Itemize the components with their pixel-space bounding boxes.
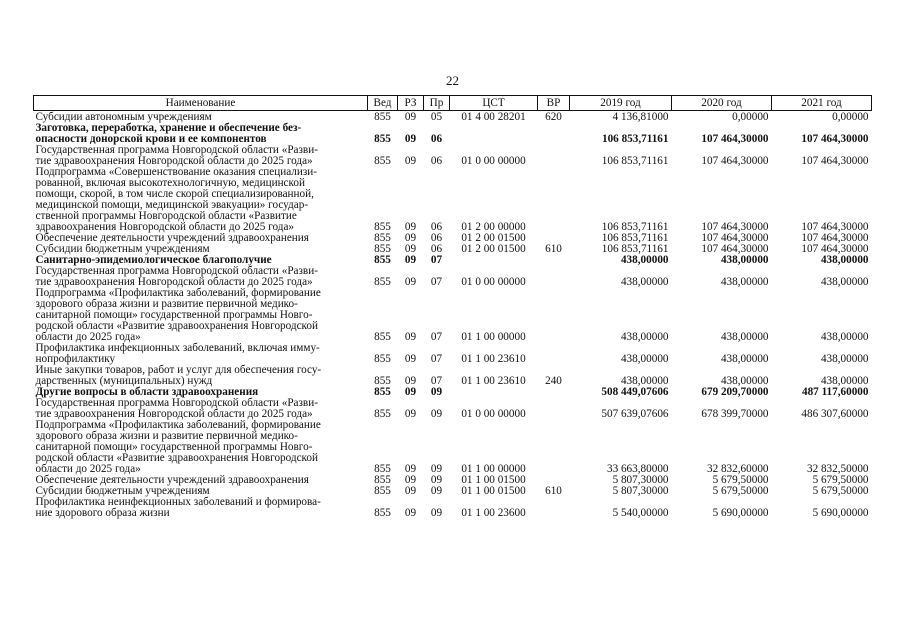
item-name-line: Профилактика инфекционных заболеваний, включая имму- (35, 342, 320, 354)
amount-2019-cell: 438,00000 (620, 276, 669, 288)
column-header-ved: Вед (368, 96, 398, 111)
cst-cell: 01 1 00 00000 (461, 331, 526, 343)
vr-cell (538, 123, 570, 145)
rz-cell: 09 (404, 485, 417, 497)
pr-cell: 05 (430, 111, 443, 123)
amount-2019-cell: 4 136,81000 (612, 111, 669, 123)
amount-2020-cell: 679 209,70000 (701, 386, 769, 398)
vr-cell (538, 167, 570, 233)
item-name-cell (34, 497, 368, 519)
item-name-line: дарственных (муниципальных) нужд (35, 375, 213, 387)
pr-cell: 09 (430, 507, 443, 519)
column-header-2020: 2020 год (672, 96, 772, 111)
vr-cell (538, 255, 570, 266)
cst-cell: 01 1 00 00000 (461, 463, 526, 475)
vr-cell (538, 398, 570, 420)
item-name-line: Государственная программа Новгородской области «Разви- (35, 144, 318, 156)
pr-cell: 06 (430, 232, 443, 244)
amount-2020-cell: 107 464,30000 (701, 243, 769, 255)
item-name-cell (34, 266, 368, 288)
item-name-cell (34, 288, 368, 343)
cst-cell (450, 387, 538, 398)
item-name-line: Подпрограмма «Совершенствование оказания специализи- (35, 166, 317, 178)
item-name-cell (34, 123, 368, 145)
item-name-line: Иные закупки товаров, работ и услуг для обеспечения госу- (35, 364, 322, 376)
item-name-line: тие здравоохранения Новгородской области до 2025 года» (35, 408, 313, 420)
ved-cell: 855 (374, 331, 391, 343)
amount-2021-cell: 438,00000 (820, 353, 869, 365)
ved-cell: 855 (374, 353, 391, 365)
pr-cell: 09 (430, 408, 443, 420)
rz-cell: 09 (404, 386, 417, 398)
amount-2019-cell: 106 853,71161 (601, 133, 669, 145)
ved-cell: 855 (374, 133, 391, 145)
item-name-line: Обеспечение деятельности учреждений здравоохранения (35, 232, 309, 244)
rz-cell: 09 (404, 353, 417, 365)
amount-2021-cell: 438,00000 (820, 254, 869, 266)
amount-2019-cell: 438,00000 (620, 331, 669, 343)
vr-cell: 620 (545, 111, 562, 123)
table-row (34, 343, 872, 365)
table-row (34, 398, 872, 420)
ved-cell: 855 (374, 507, 391, 519)
vr-cell (538, 420, 570, 475)
pr-cell: 06 (430, 221, 443, 233)
rz-cell: 09 (404, 375, 417, 387)
amount-2021-cell: 5 690,00000 (812, 507, 869, 519)
cst-cell: 01 2 00 01500 (461, 232, 526, 244)
item-name-line: Подпрограмма «Профилактика заболеваний, формирование (35, 287, 321, 299)
rz-cell: 09 (404, 254, 417, 266)
amount-2020-cell: 438,00000 (720, 331, 769, 343)
item-name-line: области до 2025 года» (35, 331, 141, 343)
ved-cell: 855 (374, 243, 391, 255)
amount-2021-cell: 32 832,50000 (806, 463, 869, 475)
cst-cell (450, 255, 538, 266)
vr-cell (538, 387, 570, 398)
item-name-line: здравоохранения Новгородской области до 2025 года» (35, 221, 295, 233)
cst-cell: 01 0 00 00000 (461, 408, 526, 420)
vr-cell: 610 (545, 485, 562, 497)
column-header-2019: 2019 год (570, 96, 672, 111)
vr-cell (538, 497, 570, 519)
amount-2021-cell: 487 117,60000 (801, 386, 869, 398)
item-name-cell (34, 398, 368, 420)
amount-2019-cell: 106 853,71161 (601, 232, 669, 244)
amount-2019-cell: 106 853,71161 (601, 155, 669, 167)
amount-2020-cell: 5 690,00000 (712, 507, 769, 519)
rz-cell: 09 (404, 463, 417, 475)
ved-cell: 855 (374, 232, 391, 244)
amount-2019-cell: 106 853,71161 (601, 243, 669, 255)
table-row (34, 266, 872, 288)
cst-cell: 01 2 00 00000 (461, 221, 526, 233)
page-number: 22 (446, 73, 459, 88)
cst-cell: 01 1 00 23600 (461, 507, 526, 519)
item-name-line: здорового образа жизни и развитие первичной медико- (35, 430, 298, 442)
item-name-cell (34, 167, 368, 233)
item-name-line: области до 2025 года» (35, 463, 141, 475)
column-header-2021: 2021 год (772, 96, 872, 111)
table-header-row (34, 96, 872, 111)
item-name-line: Государственная программа Новгородской области «Разви- (35, 265, 318, 277)
table-row (34, 123, 872, 145)
ved-cell: 855 (374, 276, 391, 288)
amount-2020-cell: 678 399,70000 (701, 408, 769, 420)
cst-cell: 01 1 00 23610 (461, 375, 526, 387)
amount-2020-cell: 438,00000 (720, 276, 769, 288)
cst-cell: 01 0 00 00000 (461, 276, 526, 288)
amount-2020-cell: 5 679,50000 (712, 485, 769, 497)
item-name-line: тие здравоохранения Новгородской области до 2025 года» (35, 276, 313, 288)
item-name-line: тие здравоохранения Новгородской области до 2025 года» (35, 155, 313, 167)
cst-cell: 01 1 00 01500 (461, 474, 526, 486)
rz-cell: 09 (404, 507, 417, 519)
amount-2019-cell: 508 449,07606 (601, 386, 669, 398)
ved-cell: 855 (374, 386, 391, 398)
item-name-line: Другие вопросы в области здравоохранения (35, 386, 259, 398)
amount-2019-cell: 438,00000 (620, 375, 669, 387)
column-header-name: Наименование (34, 96, 368, 111)
pr-cell: 09 (430, 474, 443, 486)
amount-2019-cell: 5 807,30000 (612, 474, 669, 486)
budget-table (33, 95, 872, 519)
item-name-cell (34, 420, 368, 475)
ved-cell: 855 (374, 408, 391, 420)
item-name-cell (34, 365, 368, 387)
amount-2021-cell: 5 679,50000 (812, 485, 869, 497)
amount-2020-cell: 107 464,30000 (701, 133, 769, 145)
column-header-cst: ЦСТ (450, 96, 538, 111)
amount-2021-cell: 107 464,30000 (801, 243, 869, 255)
ved-cell: 855 (374, 111, 391, 123)
table-row (34, 420, 872, 475)
rz-cell: 09 (404, 111, 417, 123)
ved-cell: 855 (374, 474, 391, 486)
pr-cell: 07 (430, 353, 443, 365)
table-row (34, 497, 872, 519)
pr-cell: 07 (430, 276, 443, 288)
table-row (34, 167, 872, 233)
item-name-line: Подпрограмма «Профилактика заболеваний, формирование (35, 419, 321, 431)
pr-cell: 09 (430, 485, 443, 497)
ved-cell: 855 (374, 485, 391, 497)
amount-2021-cell: 0,00000 (832, 111, 869, 123)
vr-cell (538, 145, 570, 167)
amount-2020-cell: 0,00000 (732, 111, 769, 123)
cst-cell: 01 1 00 23610 (461, 353, 526, 365)
amount-2021-cell: 438,00000 (820, 331, 869, 343)
amount-2020-cell: 438,00000 (720, 353, 769, 365)
item-name-line: родской области «Развитие здравоохранения Новгородской (35, 320, 319, 332)
column-header-pr: Пр (424, 96, 450, 111)
item-name-line: ственной программы Новгородской области «Развитие (35, 210, 297, 222)
item-name-line: Государственная программа Новгородской области «Разви- (35, 397, 318, 409)
cst-cell: 01 2 00 01500 (461, 243, 526, 255)
vr-cell (538, 288, 570, 343)
amount-2020-cell: 32 832,60000 (706, 463, 769, 475)
amount-2021-cell: 438,00000 (820, 375, 869, 387)
rz-cell: 09 (404, 133, 417, 145)
amount-2021-cell: 107 464,30000 (801, 221, 869, 233)
ved-cell: 855 (374, 254, 391, 266)
item-name-line: помощи, скорой, в том числе скорой специализированной, (35, 188, 314, 200)
rz-cell: 09 (404, 155, 417, 167)
item-name-line: Заготовка, переработка, хранение и обеспечение без- (35, 122, 302, 134)
table-row (34, 145, 872, 167)
column-header-rz: РЗ (398, 96, 424, 111)
rz-cell: 09 (404, 331, 417, 343)
table-row (34, 288, 872, 343)
ved-cell: 855 (374, 375, 391, 387)
amount-2021-cell: 107 464,30000 (801, 232, 869, 244)
cst-cell: 01 1 00 01500 (461, 485, 526, 497)
item-name-line: родской области «Развитие здравоохранения Новгородской (35, 452, 319, 464)
pr-cell: 07 (430, 331, 443, 343)
item-name-cell (34, 343, 368, 365)
amount-2019-cell: 33 663,80000 (606, 463, 669, 475)
table-row (34, 365, 872, 387)
amount-2021-cell: 107 464,30000 (801, 155, 869, 167)
item-name-line: здорового образа жизни и развитие первичной медико- (35, 298, 298, 310)
table-body (34, 111, 872, 520)
item-name-line: нопрофилактику (35, 353, 116, 365)
pr-cell: 09 (430, 386, 443, 398)
vr-cell (538, 266, 570, 288)
amount-2019-cell: 507 639,07606 (601, 408, 669, 420)
item-name-line: рованной, включая высокотехнологичную, медицинской (35, 177, 305, 189)
ved-cell: 855 (374, 463, 391, 475)
item-name-line: санитарной помощи» государственной программы Новго- (35, 441, 313, 453)
vr-cell: 610 (545, 243, 562, 255)
pr-cell: 06 (430, 243, 443, 255)
pr-cell: 09 (430, 463, 443, 475)
amount-2020-cell: 438,00000 (720, 254, 769, 266)
amount-2020-cell: 107 464,30000 (701, 155, 769, 167)
amount-2020-cell: 107 464,30000 (701, 221, 769, 233)
vr-cell (538, 343, 570, 365)
amount-2019-cell: 5 807,30000 (612, 485, 669, 497)
rz-cell: 09 (404, 221, 417, 233)
item-name-line: Санитарно-эпидемиологическое благополучие (35, 254, 272, 266)
amount-2021-cell: 5 679,50000 (812, 474, 869, 486)
pr-cell: 06 (430, 155, 443, 167)
item-name-line: опасности донорской крови и ее компонентов (35, 133, 267, 145)
pr-cell: 07 (430, 254, 443, 266)
amount-2020-cell: 107 464,30000 (701, 232, 769, 244)
column-header-vr: ВР (538, 96, 570, 111)
item-name-cell (34, 145, 368, 167)
cst-cell (450, 123, 538, 145)
amount-2021-cell: 107 464,30000 (801, 133, 869, 145)
ved-cell: 855 (374, 221, 391, 233)
pr-cell: 06 (430, 133, 443, 145)
item-name-line: Субсидии автономным учреждениям (35, 111, 212, 123)
rz-cell: 09 (404, 232, 417, 244)
amount-2019-cell: 438,00000 (620, 353, 669, 365)
pr-cell: 07 (430, 375, 443, 387)
item-name-line: Обеспечение деятельности учреждений здравоохранения (35, 474, 309, 486)
amount-2019-cell: 5 540,00000 (612, 507, 669, 519)
cst-cell: 01 4 00 28201 (461, 111, 526, 123)
rz-cell: 09 (404, 408, 417, 420)
amount-2021-cell: 486 307,60000 (801, 408, 869, 420)
ved-cell: 855 (374, 155, 391, 167)
item-name-line: ние здорового образа жизни (35, 507, 170, 519)
amount-2021-cell: 438,00000 (820, 276, 869, 288)
item-name-line: санитарной помощи» государственной программы Новго- (35, 309, 313, 321)
item-name-line: медицинской помощи, медицинской эвакуации» государ- (35, 199, 309, 211)
cst-cell: 01 0 00 00000 (461, 155, 526, 167)
amount-2019-cell: 106 853,71161 (601, 221, 669, 233)
rz-cell: 09 (404, 243, 417, 255)
amount-2019-cell: 438,00000 (620, 254, 669, 266)
amount-2020-cell: 5 679,50000 (712, 474, 769, 486)
item-name-line: Субсидии бюджетным учреждениям (35, 243, 210, 255)
rz-cell: 09 (404, 474, 417, 486)
item-name-line: Профилактика неинфекционных заболеваний и формирова- (35, 496, 321, 508)
item-name-line: Субсидии бюджетным учреждениям (35, 485, 210, 497)
vr-cell: 240 (545, 375, 562, 387)
rz-cell: 09 (404, 276, 417, 288)
amount-2020-cell: 438,00000 (720, 375, 769, 387)
